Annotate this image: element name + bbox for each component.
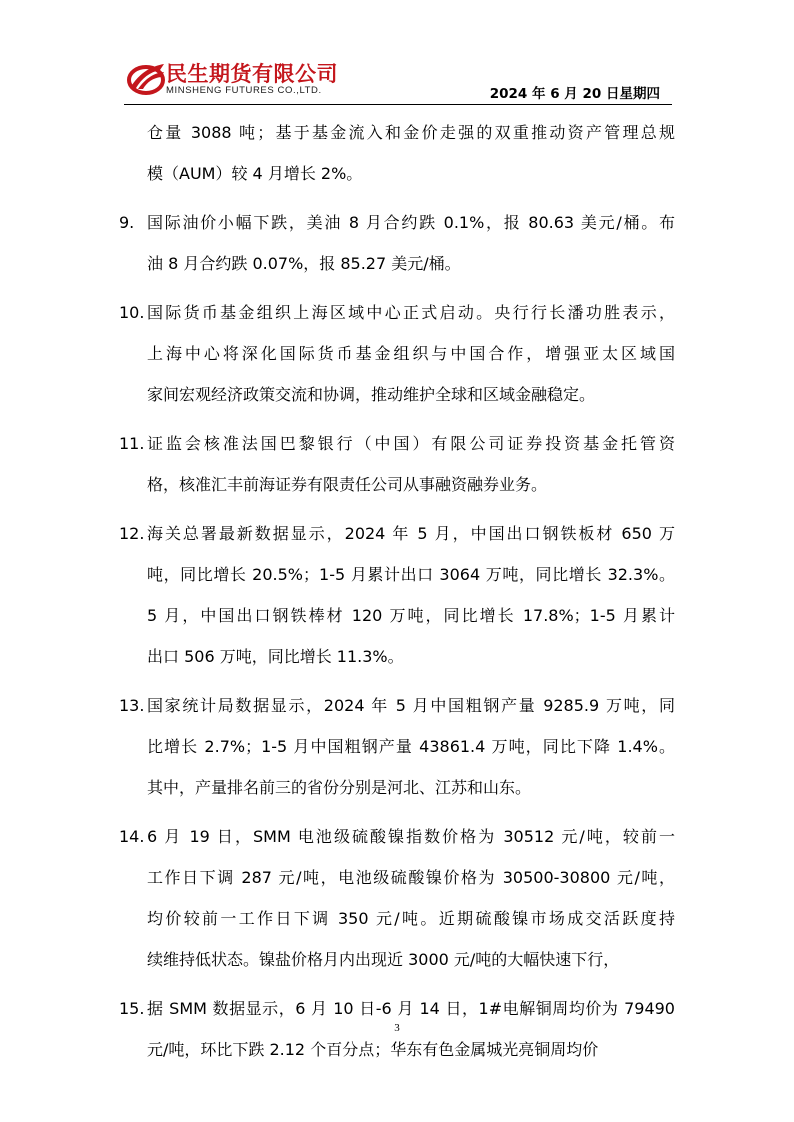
item-text: 工作日下调 287 元/吨，电池级硫酸镍价格为 30500-30800 元/吨， [147,868,675,887]
news-list [119,112,675,1078]
item-number: 12. [119,524,145,543]
item-number: 9. [119,213,135,232]
item-number: 13. [119,696,145,715]
item-text: 续维持低状态。镍盐价格月内出现近 3000 元/吨的大幅快速下行， [147,950,620,969]
item-number: 15. [119,999,145,1018]
news-line [119,333,675,374]
item-text: 据 SMM 数据显示，6 月 10 日-6 月 14 日，1#电解铜周均价为 79490 [147,999,675,1018]
news-line [119,767,675,808]
news-line [119,374,675,415]
news-line [119,243,675,284]
item-text: 海关总署最新数据显示，2024 年 5 月，中国出口钢铁板材 650 万 [147,524,675,543]
header-divider [124,104,672,105]
company-name-en: MINSHENG FUTURES CO.,LTD. [166,85,322,96]
item-text: 仓量 3088 吨；基于基金流入和金价走强的双重推动资产管理总规 [147,123,675,142]
page-header [118,52,678,104]
news-item [119,423,675,505]
minsheng-logo-icon [126,58,166,98]
news-line [119,898,675,939]
item-number: 14. [119,827,145,846]
item-number: 11. [119,434,145,453]
news-line [119,513,675,554]
item-text: 其中，产量排名前三的省份分别是河北、江苏和山东。 [147,778,532,797]
news-line [119,636,675,677]
item-text: 格，核准汇丰前海证券有限责任公司从事融资融券业务。 [147,475,548,494]
item-text: 吨，同比增长 20.5%；1-5 月累计出口 3064 万吨，同比增长 32.3%。 [147,565,675,584]
news-line [119,816,675,857]
item-text: 模（AUM）较 4 月增长 2%。 [147,164,363,183]
item-text: 油 8 月合约跌 0.07%，报 85.27 美元/桶。 [147,254,461,273]
item-text: 均价较前一工作日下调 350 元/吨。近期硫酸镍市场成交活跃度持 [147,909,675,928]
news-line [119,554,675,595]
news-line [119,685,675,726]
company-name-cn: 民生期货有限公司 [166,62,338,86]
news-line [119,464,675,505]
news-line [119,1029,675,1070]
news-line [119,595,675,636]
item-text: 国际油价小幅下跌，美油 8 月合约跌 0.1%，报 80.63 美元/桶。布 [147,213,675,232]
item-text: 6 月 19 日，SMM 电池级硫酸镍指数价格为 30512 元/吨，较前一 [147,827,675,846]
news-item [119,816,675,980]
news-line [119,292,675,333]
item-text: 出口 506 万吨，同比增长 11.3%。 [147,647,404,666]
item-text: 比增长 2.7%；1-5 月中国粗钢产量 43861.4 万吨，同比下降 1.4%。 [147,737,675,756]
news-item [119,112,675,194]
item-text: 国家统计局数据显示，2024 年 5 月中国粗钢产量 9285.9 万吨，同 [147,696,675,715]
item-text: 国际货币基金组织上海区域中心正式启动。央行行长潘功胜表示， [147,303,675,322]
item-text: 证监会核准法国巴黎银行（中国）有限公司证券投资基金托管资 [147,434,675,453]
news-line [119,423,675,464]
page-number: 3 [394,1022,400,1034]
news-line [119,202,675,243]
item-text: 上海中心将深化国际货币基金组织与中国合作，增强亚太区域国 [147,344,675,363]
item-text: 元/吨，环比下跌 2.12 个百分点；华东有色金属城光亮铜周均价 [147,1040,599,1059]
news-line [119,726,675,767]
item-text: 5 月，中国出口钢铁棒材 120 万吨，同比增长 17.8%；1-5 月累计 [147,606,675,625]
news-item [119,202,675,284]
news-item [119,685,675,808]
news-line [119,857,675,898]
news-item [119,513,675,677]
news-item [119,292,675,415]
report-date: 2024 年 6 月 20 日星期四 [489,86,660,102]
news-line [119,939,675,980]
item-text: 家间宏观经济政策交流和协调，推动维护全球和区域金融稳定。 [147,385,596,404]
item-number: 10. [119,303,145,322]
news-line [119,153,675,194]
news-line [119,112,675,153]
